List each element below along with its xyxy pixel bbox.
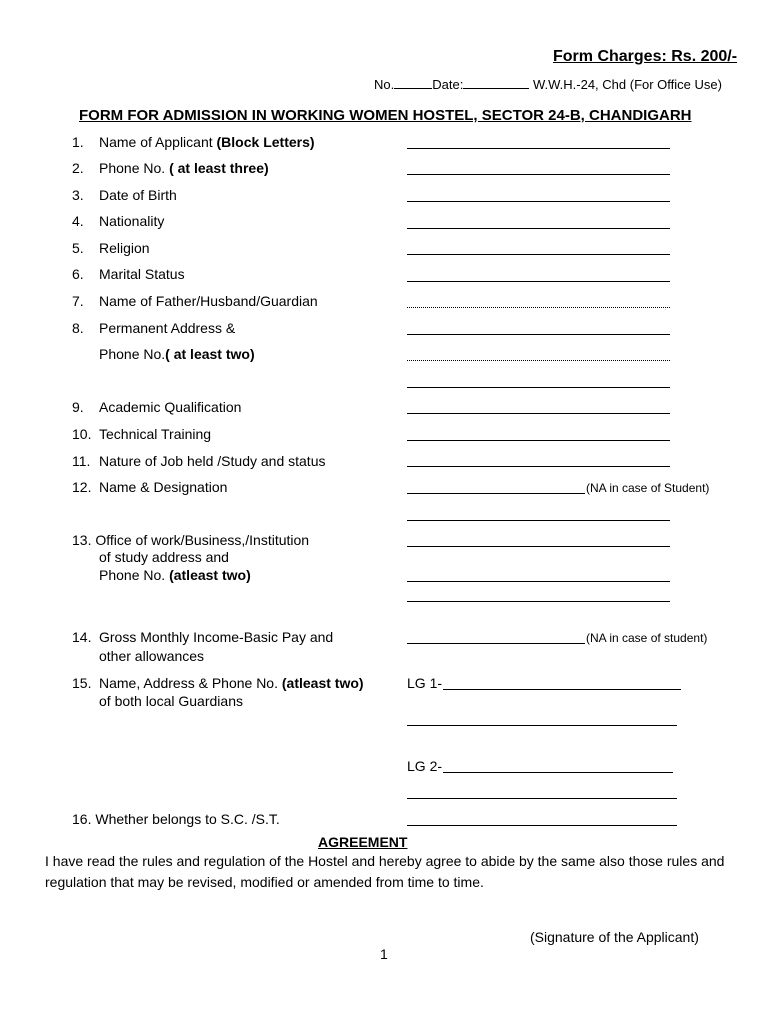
signature-label: (Signature of the Applicant)	[530, 929, 699, 945]
form-title: FORM FOR ADMISSION IN WORKING WOMEN HOSTEL, SECTOR 24-B, CHANDIGARH	[79, 107, 692, 124]
item-15-label: Name, Address & Phone No. (atleast two)	[99, 675, 364, 691]
item-5-num: 5.	[72, 240, 84, 256]
item-10-label: Technical Training	[99, 426, 212, 442]
item-12-label: Name & Designation	[99, 479, 228, 495]
item-14-label-line2: other allowances	[99, 648, 205, 664]
office-use-line	[374, 76, 722, 93]
item-3-label: Date of Birth	[99, 187, 177, 203]
item-4-field[interactable]	[407, 228, 670, 229]
item-8-field-1[interactable]	[407, 334, 670, 335]
item-10-field[interactable]	[407, 440, 670, 441]
lg1-field-1[interactable]	[443, 689, 681, 690]
lg2-label: LG 2-	[407, 758, 443, 774]
item-13-label-line3: Phone No. (atleast two)	[99, 567, 251, 583]
item-7-field[interactable]	[407, 307, 670, 308]
item-11-label: Nature of Job held /Study and status	[99, 453, 326, 469]
item-1-field[interactable]	[407, 148, 670, 149]
item-6-num: 6.	[72, 266, 84, 282]
item-16-label: 16. Whether belongs to S.C. /S.T.	[72, 811, 280, 827]
office-use-label: W.W.H.-24, Chd (For Office Use)	[532, 77, 722, 92]
item-12-note: (NA in case of Student)	[586, 481, 710, 495]
item-6-field[interactable]	[407, 281, 670, 282]
item-8-label: Permanent Address &	[99, 320, 236, 336]
item-7-label: Name of Father/Husband/Guardian	[99, 293, 318, 309]
item-6-label: Marital Status	[99, 266, 185, 282]
no-label: No.	[374, 77, 395, 92]
item-5-label: Religion	[99, 240, 150, 256]
item-8-field-3[interactable]	[407, 387, 670, 388]
item-8-num: 8.	[72, 320, 84, 336]
item-3-num: 3.	[72, 187, 84, 203]
lg1-label: LG 1-	[407, 675, 443, 691]
item-10-num: 10.	[72, 426, 92, 442]
item-16-field[interactable]	[407, 825, 677, 826]
item-11-field[interactable]	[407, 466, 670, 467]
agreement-heading: AGREEMENT	[318, 834, 408, 850]
item-14-num: 14.	[72, 629, 92, 645]
item-15-label-line2: of both local Guardians	[99, 693, 243, 709]
page-number: 1	[380, 946, 388, 962]
item-9-label: Academic Qualification	[99, 399, 242, 415]
item-13-label: 13. Office of work/Business,/Institution	[72, 532, 310, 548]
item-12-field[interactable]	[407, 493, 585, 494]
item-8-label-line2: Phone No.( at least two)	[99, 346, 255, 362]
item-11-num: 11.	[72, 453, 91, 469]
item-2-label: Phone No. ( at least three)	[99, 160, 269, 176]
item-4-label: Nationality	[99, 213, 165, 229]
agreement-text-1: I have read the rules and regulation of the Hostel and hereby agree to abide by the same also those rules and	[45, 853, 725, 869]
item-15-num: 15.	[72, 675, 92, 691]
lg2-field-2[interactable]	[407, 798, 677, 799]
form-charges: Form Charges: Rs. 200/-	[553, 48, 738, 65]
item-13-label-line2: of study address and	[99, 549, 229, 565]
item-1-num: 1.	[72, 134, 84, 150]
item-1-label: Name of Applicant (Block Letters)	[99, 134, 315, 150]
lg1-field-2[interactable]	[407, 725, 677, 726]
item-13-field-3[interactable]	[407, 601, 670, 602]
item-14-note: (NA in case of student)	[586, 631, 708, 645]
agreement-text-2: regulation that may be revised, modified or amended from time to time.	[45, 874, 484, 890]
lg2-field-1[interactable]	[443, 772, 673, 773]
item-9-num: 9.	[72, 399, 84, 415]
item-14-label: Gross Monthly Income-Basic Pay and	[99, 629, 334, 645]
item-13-field-1[interactable]	[407, 546, 670, 547]
item-14-field[interactable]	[407, 643, 585, 644]
item-9-field[interactable]	[407, 413, 670, 414]
item-3-field[interactable]	[407, 201, 670, 202]
item-5-field[interactable]	[407, 254, 670, 255]
item-4-num: 4.	[72, 213, 84, 229]
date-label: Date:	[432, 77, 464, 92]
no-blank[interactable]	[394, 76, 432, 89]
item-7-num: 7.	[72, 293, 84, 309]
item-13-field-2[interactable]	[407, 581, 670, 582]
item-8-field-2[interactable]	[407, 360, 670, 361]
item-2-num: 2.	[72, 160, 84, 176]
date-blank[interactable]	[463, 76, 529, 89]
item-2-field[interactable]	[407, 174, 670, 175]
item-12-num: 12.	[72, 479, 92, 495]
item-12-field-2[interactable]	[407, 520, 670, 521]
